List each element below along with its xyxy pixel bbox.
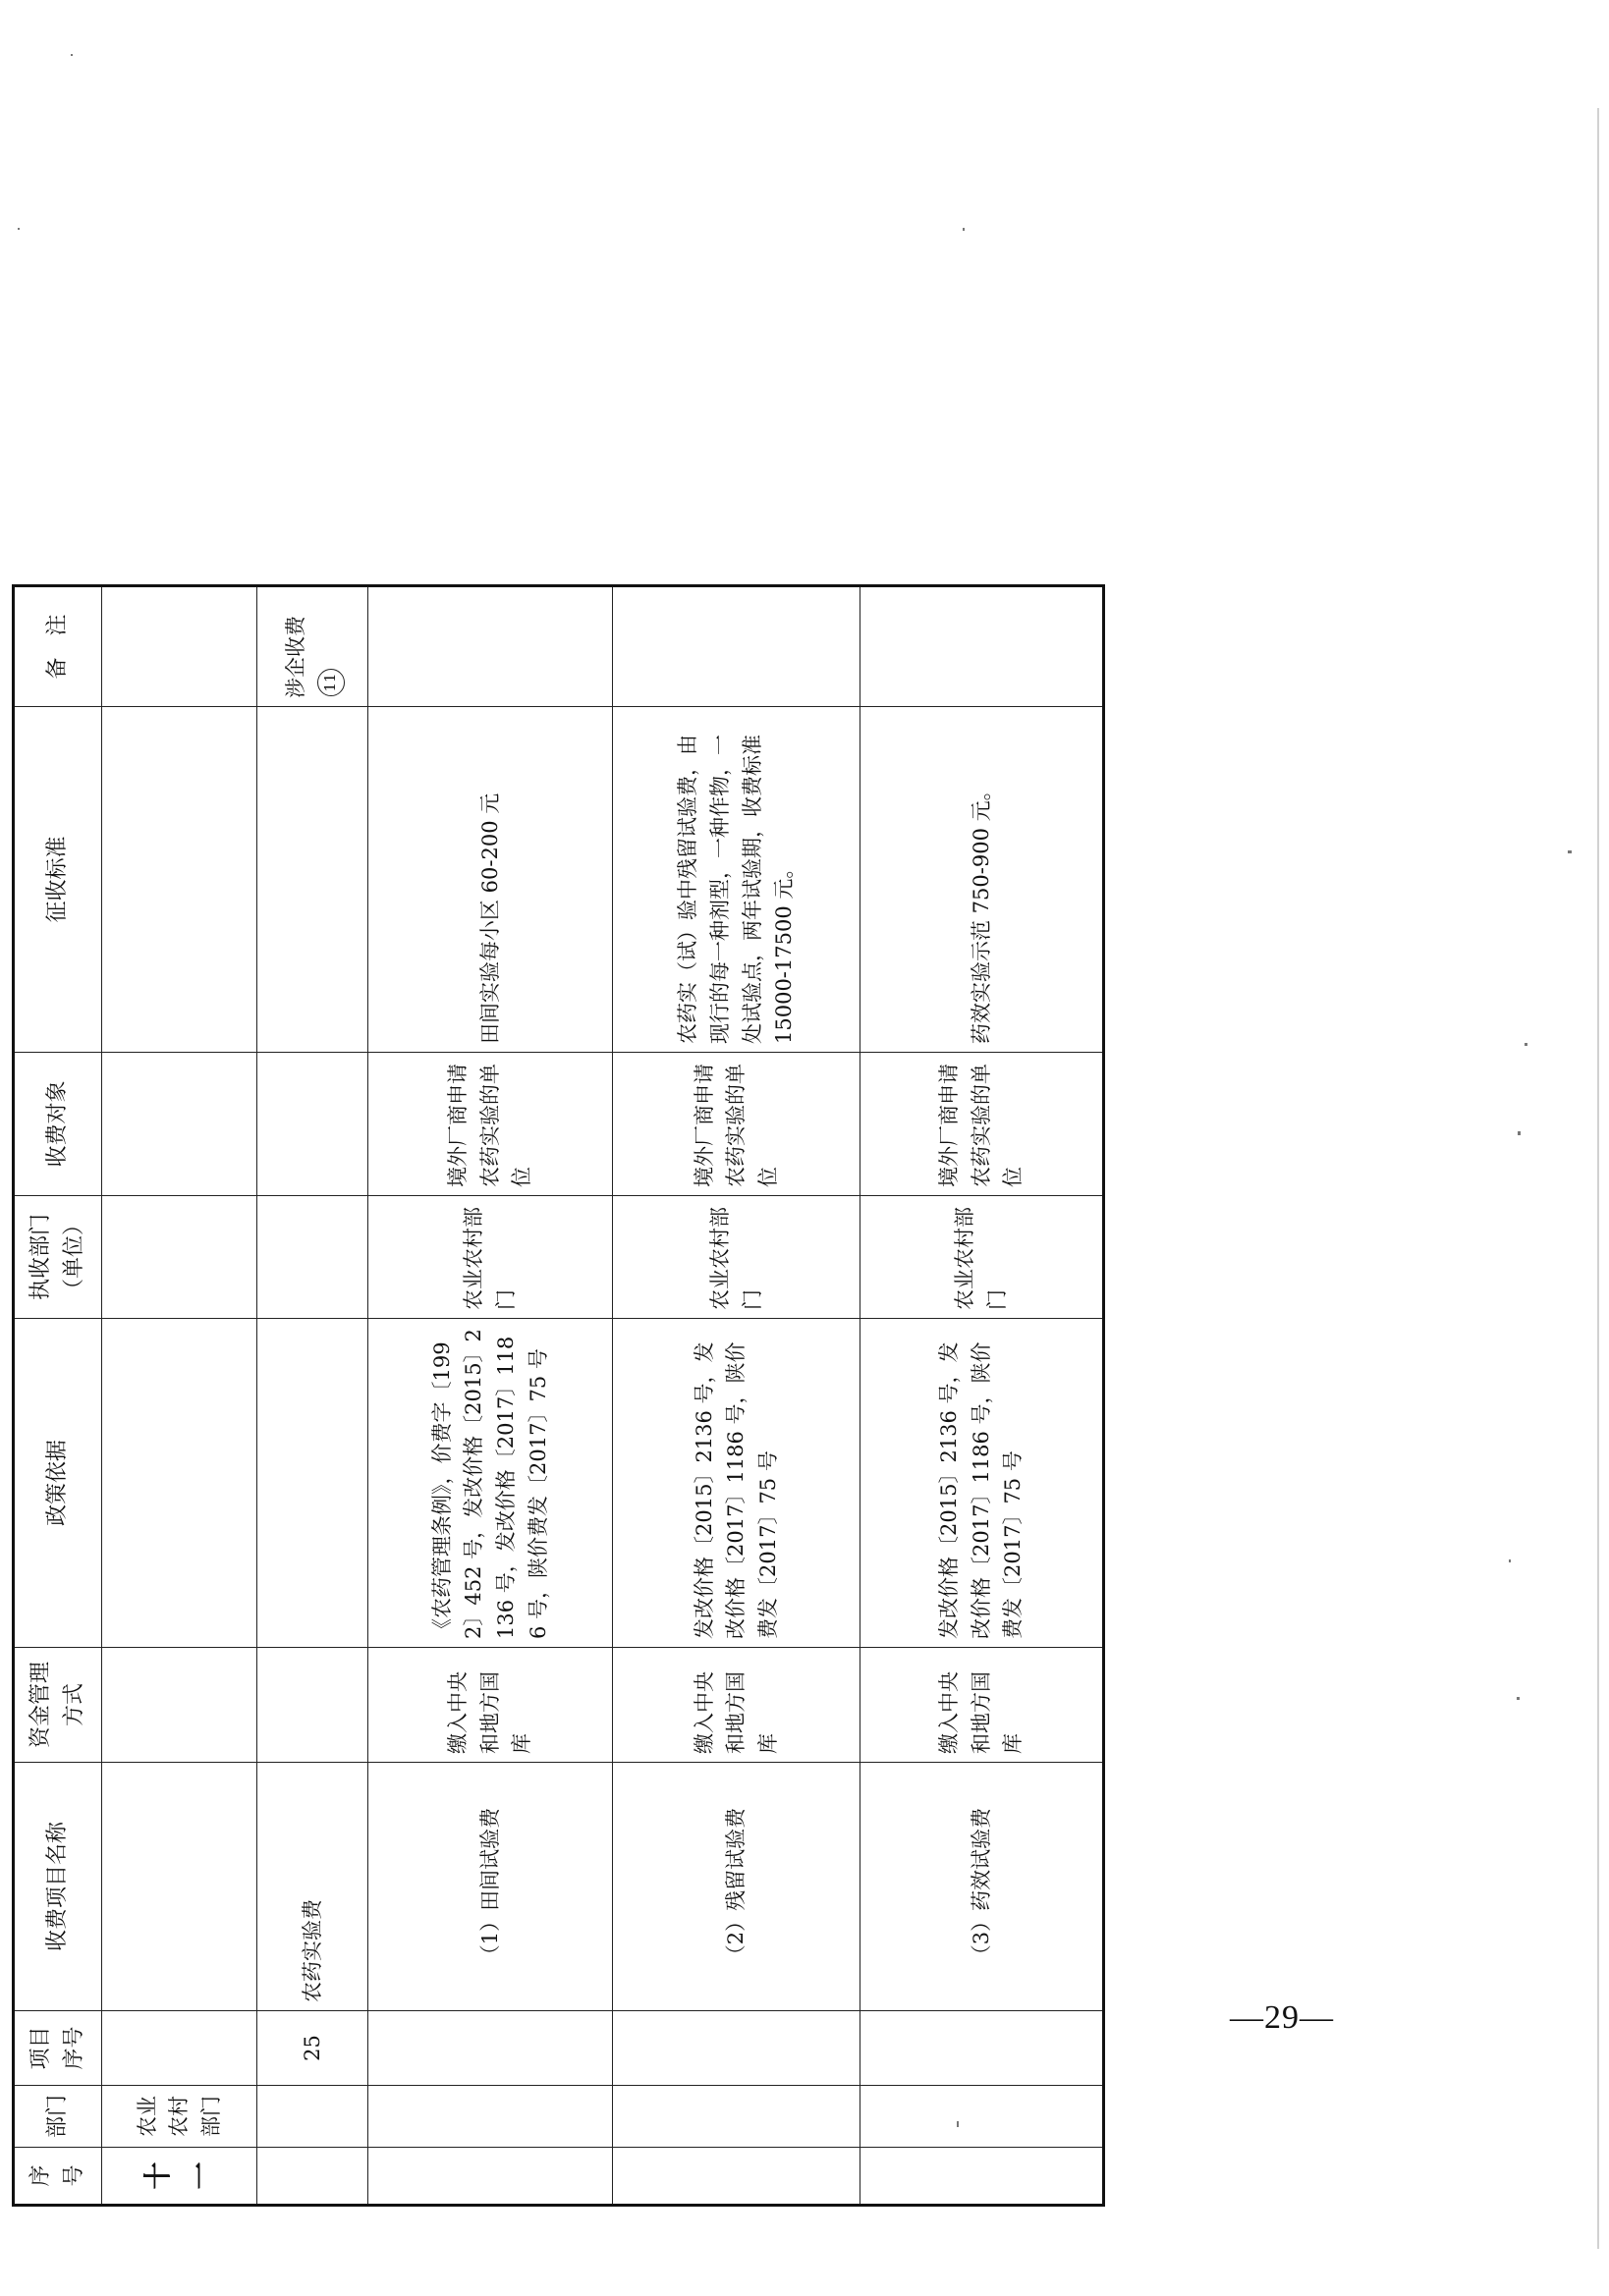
standard-cell: 药效实验示范 750-900 元。 <box>860 707 1104 1053</box>
scan-speck <box>71 54 73 56</box>
policy-cell: 《农药管理条例》，价费字〔1992〕452 号，发改价格〔2015〕2136 号，发改价格〔2017〕1186 号，陕价费发〔2017〕75 号 <box>368 1319 613 1648</box>
header-policy: 政策依据 <box>14 1319 102 1648</box>
empty-cell <box>613 586 860 707</box>
scan-speck <box>1517 1697 1520 1700</box>
header-dept: 部门 <box>14 2086 102 2148</box>
policy-cell: 发改价格〔2015〕2136 号，发改价格〔2017〕1186 号，陕价费发〔2017〕75 号 <box>860 1319 1104 1648</box>
header-row <box>14 586 102 2206</box>
empty-cell <box>368 586 613 707</box>
collector-cell: 农业农村部门 <box>860 1196 1104 1319</box>
fee-table <box>12 584 1105 2207</box>
empty-cell <box>102 2011 257 2086</box>
empty-cell <box>102 586 257 707</box>
payer-cell: 境外厂商申请农药实验的单位 <box>860 1053 1104 1196</box>
scan-speck <box>1568 850 1572 853</box>
empty-cell <box>102 707 257 1053</box>
empty-cell <box>257 1053 368 1196</box>
standard-cell: 田间实验每小区 60-200 元 <box>368 707 613 1053</box>
empty-cell <box>860 2086 1104 2148</box>
fund-mgmt-cell: 缴入中央和地方国库 <box>860 1648 1104 1763</box>
empty-cell <box>102 1319 257 1648</box>
header-remark: 备 注 <box>14 586 102 707</box>
empty-cell <box>613 2148 860 2206</box>
empty-cell <box>257 2148 368 2206</box>
empty-cell <box>368 2086 613 2148</box>
table-row <box>860 586 1104 2206</box>
payer-cell: 境外厂商申请农药实验的单位 <box>368 1053 613 1196</box>
empty-cell <box>613 2011 860 2086</box>
scan-edge-line <box>1597 108 1599 2249</box>
fund-mgmt-cell: 缴入中央和地方国库 <box>613 1648 860 1763</box>
sub-item-name: （3）药效试验费 <box>860 1763 1104 2011</box>
empty-cell <box>257 707 368 1053</box>
policy-cell: 发改价格〔2015〕2136 号，发改价格〔2017〕1186 号，陕价费发〔2017〕75 号 <box>613 1319 860 1648</box>
empty-cell <box>368 2148 613 2206</box>
header-item-name: 收费项目名称 <box>14 1763 102 2011</box>
header-collector: 执收部门（单位） <box>14 1196 102 1319</box>
empty-cell <box>102 1053 257 1196</box>
dept-row <box>102 586 257 2206</box>
payer-cell: 境外厂商申请农药实验的单位 <box>613 1053 860 1196</box>
header-item-no: 项目序号 <box>14 2011 102 2086</box>
empty-cell <box>368 2011 613 2086</box>
scan-speck <box>963 228 965 231</box>
remark-cell <box>257 586 368 707</box>
empty-cell <box>257 1319 368 1648</box>
item-no-cell: 25 <box>257 2011 368 2086</box>
scan-speck <box>1525 1043 1527 1046</box>
scan-speck <box>1509 1559 1511 1562</box>
remark-text: 涉企收费 <box>284 616 308 698</box>
empty-cell <box>257 2086 368 2148</box>
empty-cell <box>860 2148 1104 2206</box>
empty-cell <box>102 1648 257 1763</box>
item-name-cell: 农药实验费 <box>257 1763 368 2011</box>
fee-table-rotated <box>12 587 1102 2207</box>
fund-mgmt-cell: 缴入中央和地方国库 <box>368 1648 613 1763</box>
dept-name-cell: 农业农村部门 <box>102 2086 257 2148</box>
table-row <box>368 586 613 2206</box>
page-number: —29— <box>1230 1999 1334 2036</box>
scan-speck <box>1518 1131 1521 1135</box>
header-payer: 收费对象 <box>14 1053 102 1196</box>
empty-cell <box>102 1763 257 2011</box>
empty-cell <box>860 586 1104 707</box>
sub-item-name: （2）残留试验费 <box>613 1763 860 2011</box>
item-row <box>257 586 368 2206</box>
standard-cell: 农药实（试）验中残留试验费，由现行的每一种剂型，一种作物，一处试验点，两年试验期，收费标准 15000-17500 元。 <box>613 707 860 1053</box>
header-standard: 征收标准 <box>14 707 102 1053</box>
remark-mark: 11 <box>317 669 345 696</box>
dept-seq-cell <box>102 2148 257 2206</box>
collector-cell: 农业农村部门 <box>368 1196 613 1319</box>
dept-seq: 十一 <box>141 2161 217 2190</box>
header-fund-mgmt: 资金管理方式 <box>14 1648 102 1763</box>
empty-cell <box>257 1196 368 1319</box>
sub-item-name: （1）田间试验费 <box>368 1763 613 2011</box>
empty-cell <box>613 2086 860 2148</box>
table-row <box>613 586 860 2206</box>
collector-cell: 农业农村部门 <box>613 1196 860 1319</box>
scan-speck <box>957 2121 959 2127</box>
empty-cell <box>102 1196 257 1319</box>
scan-speck <box>18 228 20 230</box>
header-seq: 序号 <box>14 2148 102 2206</box>
empty-cell <box>860 2011 1104 2086</box>
empty-cell <box>257 1648 368 1763</box>
